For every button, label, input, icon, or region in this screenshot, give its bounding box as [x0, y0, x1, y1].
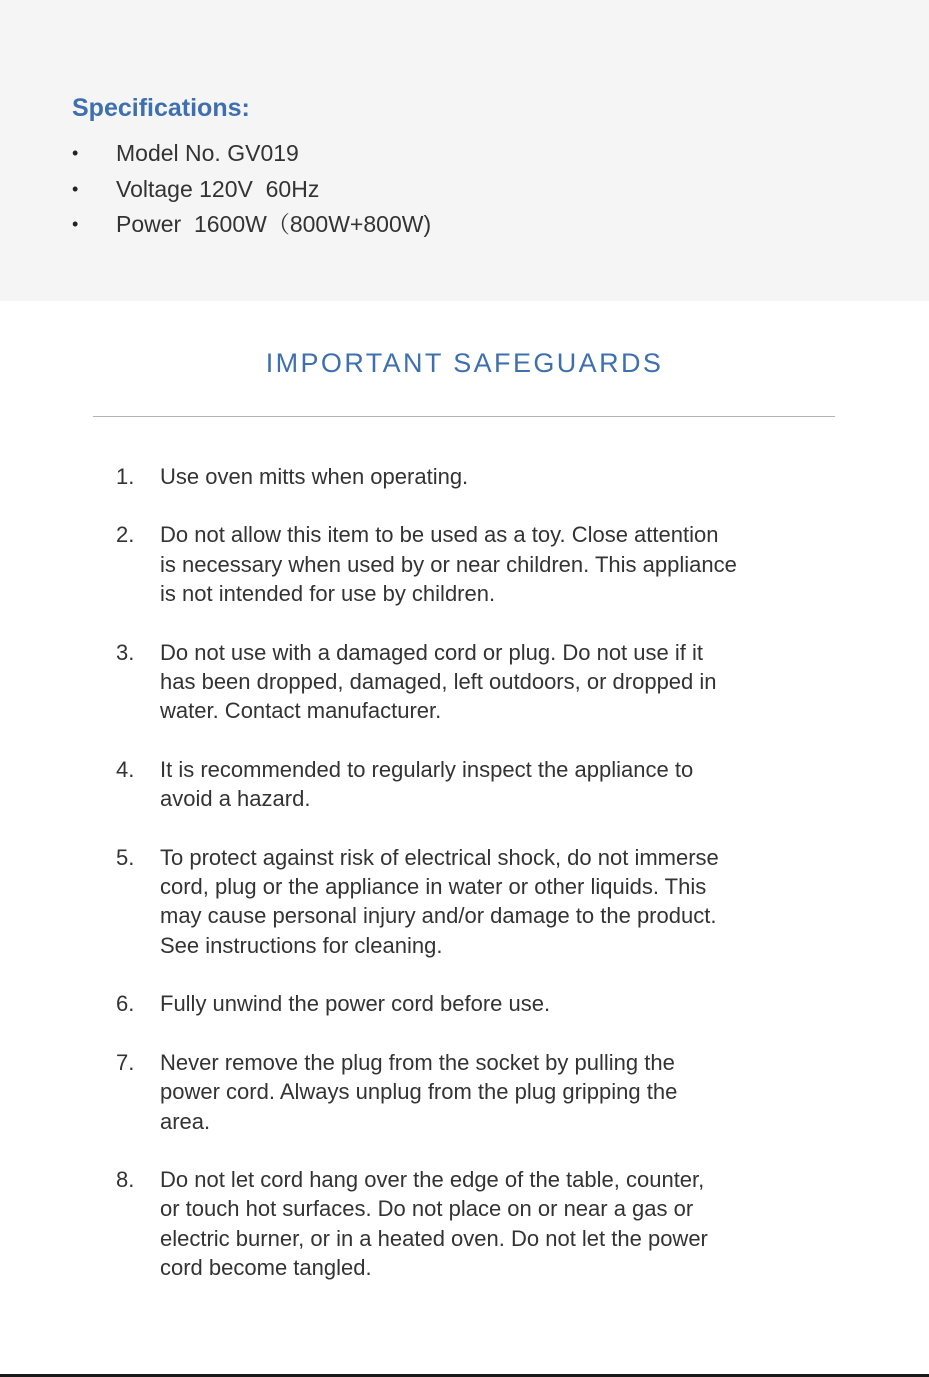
- safeguard-text: [160, 1048, 820, 1136]
- safeguard-line: Use oven mitts when operating.: [160, 464, 469, 489]
- safeguard-line: To protect against risk of electrical shock, do not immerse: [160, 844, 719, 870]
- safeguard-text: [160, 989, 820, 1018]
- safeguards-title: IMPORTANT SAFEGUARDS: [265, 348, 664, 378]
- safeguard-line: Do not use with a damaged cord or plug. Do not use if it: [160, 639, 703, 665]
- specifications-list: [0, 137, 929, 244]
- safeguard-line: Never remove the plug from the socket by pulling the: [160, 1049, 675, 1075]
- safeguard-line: area.: [160, 1108, 211, 1134]
- safeguard-line: water. Contact manufacturer.: [160, 698, 442, 724]
- safeguard-line: power cord. Always unplug from the plug gripping the: [160, 1079, 678, 1105]
- safeguard-number: 8.: [116, 1166, 135, 1192]
- spec-item-model: [0, 137, 929, 173]
- safeguard-number: 1.: [116, 464, 135, 489]
- safeguard-text: [160, 638, 820, 726]
- bullet-icon: •: [72, 214, 79, 234]
- safeguard-line: is necessary when used by or near children. This appliance: [160, 551, 737, 577]
- safeguard-line: avoid a hazard.: [160, 786, 311, 812]
- safeguard-line: cord, plug or the appliance in water or other liquids. This: [160, 874, 707, 900]
- safeguard-number: 5.: [116, 844, 135, 870]
- safeguard-item-4: [0, 755, 929, 814]
- safeguard-item-1: [0, 462, 929, 491]
- spec-model-text: Model No. GV019: [116, 140, 299, 166]
- safeguard-number: 6.: [116, 991, 135, 1017]
- safeguard-number: 3.: [116, 639, 135, 665]
- safeguard-line: is not intended for use by children.: [160, 581, 496, 607]
- safeguard-number: 4.: [116, 756, 135, 782]
- safeguard-text: [160, 843, 820, 961]
- safeguard-text: [160, 755, 820, 814]
- safeguard-line: electric burner, or in a heated oven. Do not let the power: [160, 1225, 708, 1251]
- safeguard-item-3: [0, 638, 929, 726]
- safeguard-item-5: [0, 843, 929, 961]
- spec-voltage-text: Voltage 120V 60Hz: [116, 175, 320, 202]
- spec-item-power: [0, 208, 929, 244]
- bullet-icon: •: [72, 143, 79, 163]
- safeguard-line: has been dropped, damaged, left outdoors, or dropped in: [160, 669, 717, 695]
- safeguard-text: [160, 462, 820, 491]
- safeguard-text: [160, 1165, 820, 1283]
- safeguard-line: It is recommended to regularly inspect the appliance to: [160, 756, 694, 782]
- safeguard-line: See instructions for cleaning.: [160, 932, 443, 958]
- specifications-title: Specifications:: [72, 94, 250, 122]
- safeguard-line: Do not allow this item to be used as a toy. Close attention: [160, 522, 719, 548]
- safeguard-item-8: [0, 1165, 929, 1283]
- safeguard-item-2: [0, 520, 929, 608]
- specifications-panel: [0, 0, 929, 301]
- safeguard-line: or touch hot surfaces. Do not place on or near a gas or: [160, 1196, 694, 1222]
- safeguard-text: [160, 520, 820, 608]
- safeguard-line: Do not let cord hang over the edge of the table, counter,: [160, 1166, 705, 1192]
- safeguard-item-6: [0, 989, 929, 1018]
- bullet-icon: •: [72, 178, 79, 199]
- spec-power-text: Power 1600W（800W+800W): [116, 211, 432, 237]
- safeguards-list: [0, 462, 929, 1312]
- safeguard-item-7: [0, 1048, 929, 1136]
- title-divider: [93, 416, 835, 417]
- safeguard-line: may cause personal injury and/or damage to the product.: [160, 903, 717, 929]
- safeguard-line: cord become tangled.: [160, 1255, 372, 1281]
- safeguard-line: Fully unwind the power cord before use.: [160, 991, 551, 1017]
- safeguard-number: 7.: [116, 1049, 135, 1075]
- safeguard-number: 2.: [116, 522, 135, 548]
- spec-item-voltage: [0, 173, 929, 209]
